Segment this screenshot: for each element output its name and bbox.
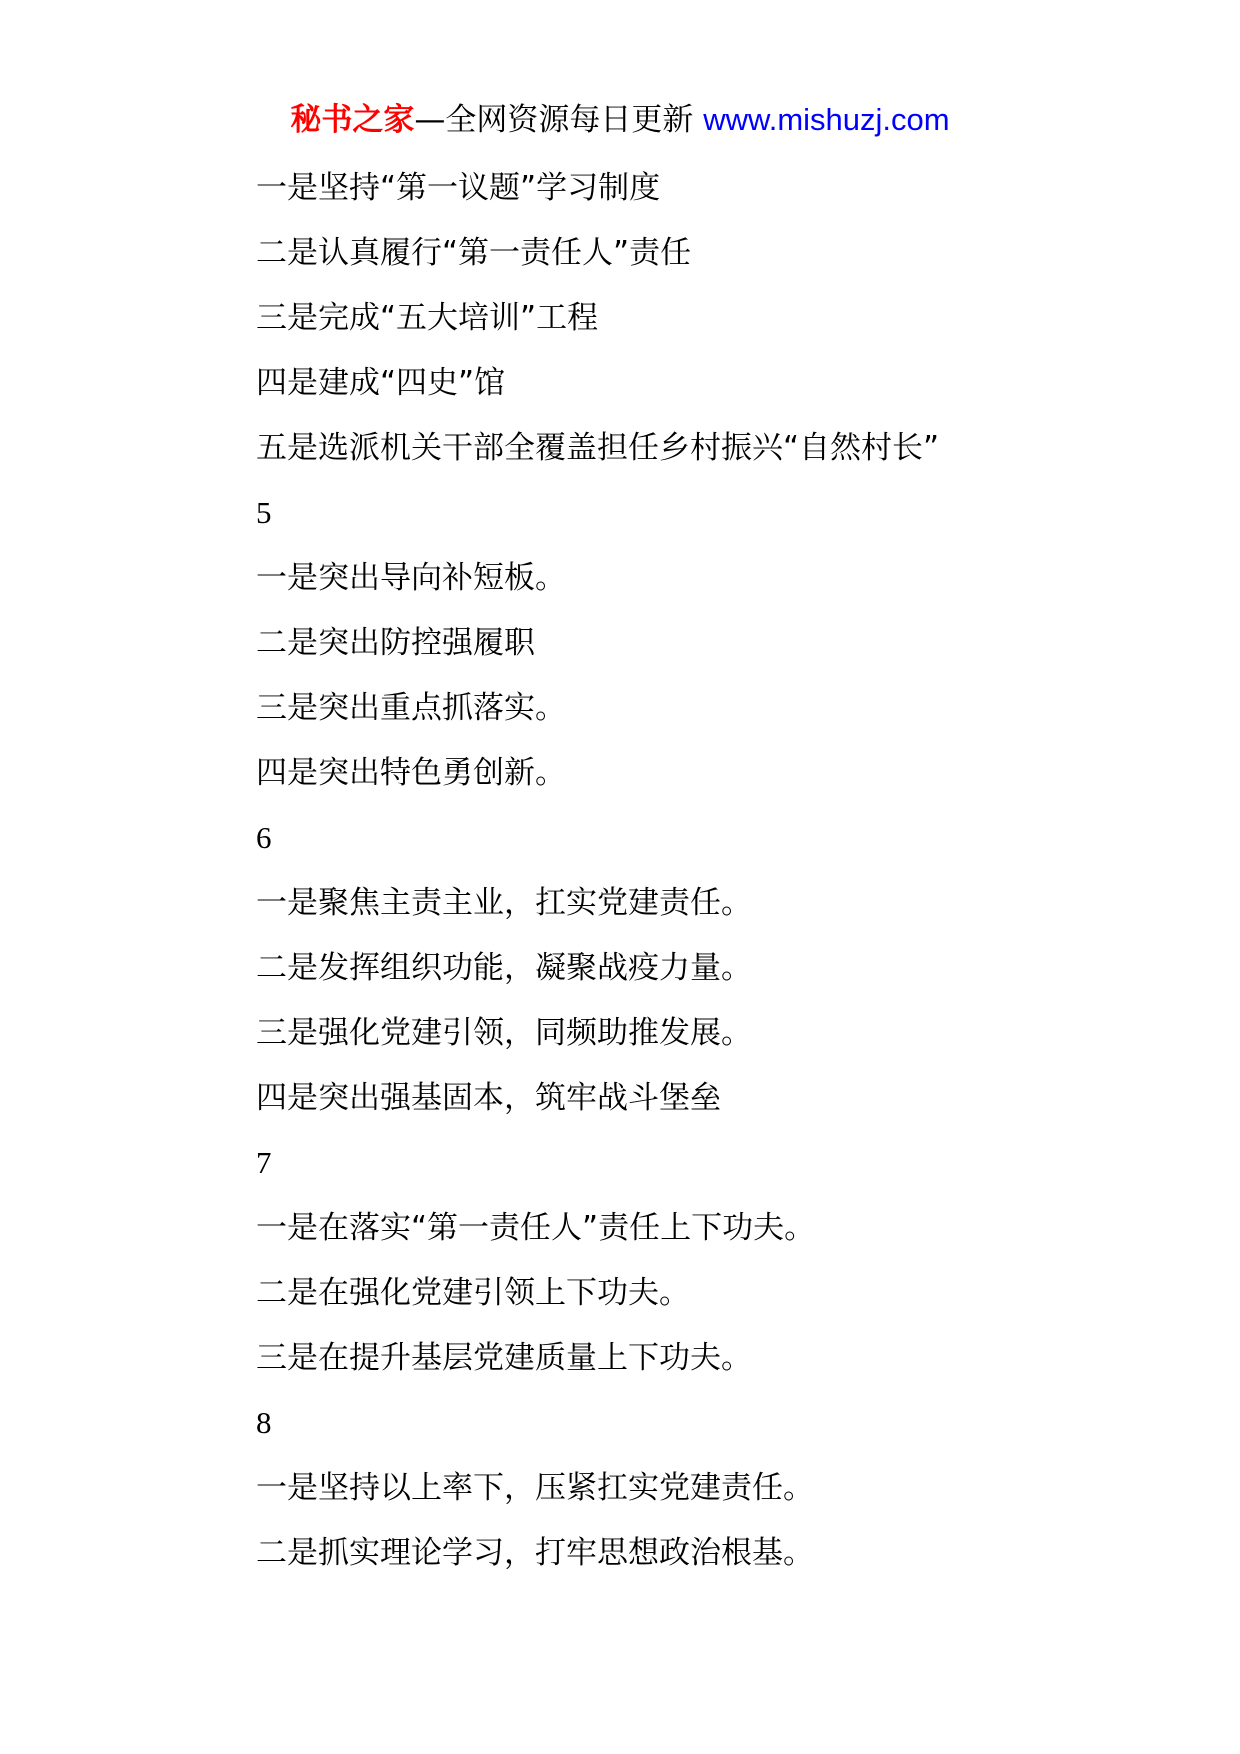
section-number: 5	[256, 495, 272, 530]
text-line: 一是在落实“第一责任人”责任上下功夫。	[256, 1210, 816, 1246]
document-body	[256, 166, 1156, 1596]
text-line: 一是聚焦主责主业，扛实党建责任。	[256, 885, 752, 921]
section-number: 7	[256, 1145, 272, 1180]
text-line: 三是在提升基层党建质量上下功夫。	[256, 1340, 752, 1376]
text-line: 二是抓实理论学习，打牢思想政治根基。	[256, 1535, 814, 1571]
text-line: 四是突出强基固本，筑牢战斗堡垒	[256, 1080, 721, 1116]
text-line: 三是强化党建引领，同频助推发展。	[256, 1015, 752, 1051]
text-line: 四是突出特色勇创新。	[256, 755, 566, 791]
text-line: 一是突出导向补短板。	[256, 560, 566, 596]
text-line: 二是在强化党建引领上下功夫。	[256, 1275, 690, 1311]
header-slogan: —全网资源每日更新	[414, 102, 704, 138]
website-link[interactable]: www.mishuzj.com	[703, 102, 950, 137]
section-number: 8	[256, 1405, 272, 1440]
text-line: 二是发挥组织功能，凝聚战疫力量。	[256, 950, 752, 986]
brand-name: 秘书之家	[290, 102, 415, 138]
text-line: 二是认真履行“第一责任人”责任	[256, 235, 692, 271]
section-number: 6	[256, 820, 272, 855]
text-line: 二是突出防控强履职	[256, 625, 535, 661]
text-line: 一是坚持以上率下，压紧扛实党建责任。	[256, 1470, 814, 1506]
page-header	[0, 98, 1240, 142]
text-line: 三是完成“五大培训”工程	[256, 300, 599, 336]
text-line: 三是突出重点抓落实。	[256, 690, 566, 726]
text-line: 四是建成“四史”馆	[256, 365, 506, 401]
text-line: 一是坚持“第一议题”学习制度	[256, 170, 661, 206]
text-line: 五是选派机关干部全覆盖担任乡村振兴“自然村长”	[256, 430, 940, 466]
